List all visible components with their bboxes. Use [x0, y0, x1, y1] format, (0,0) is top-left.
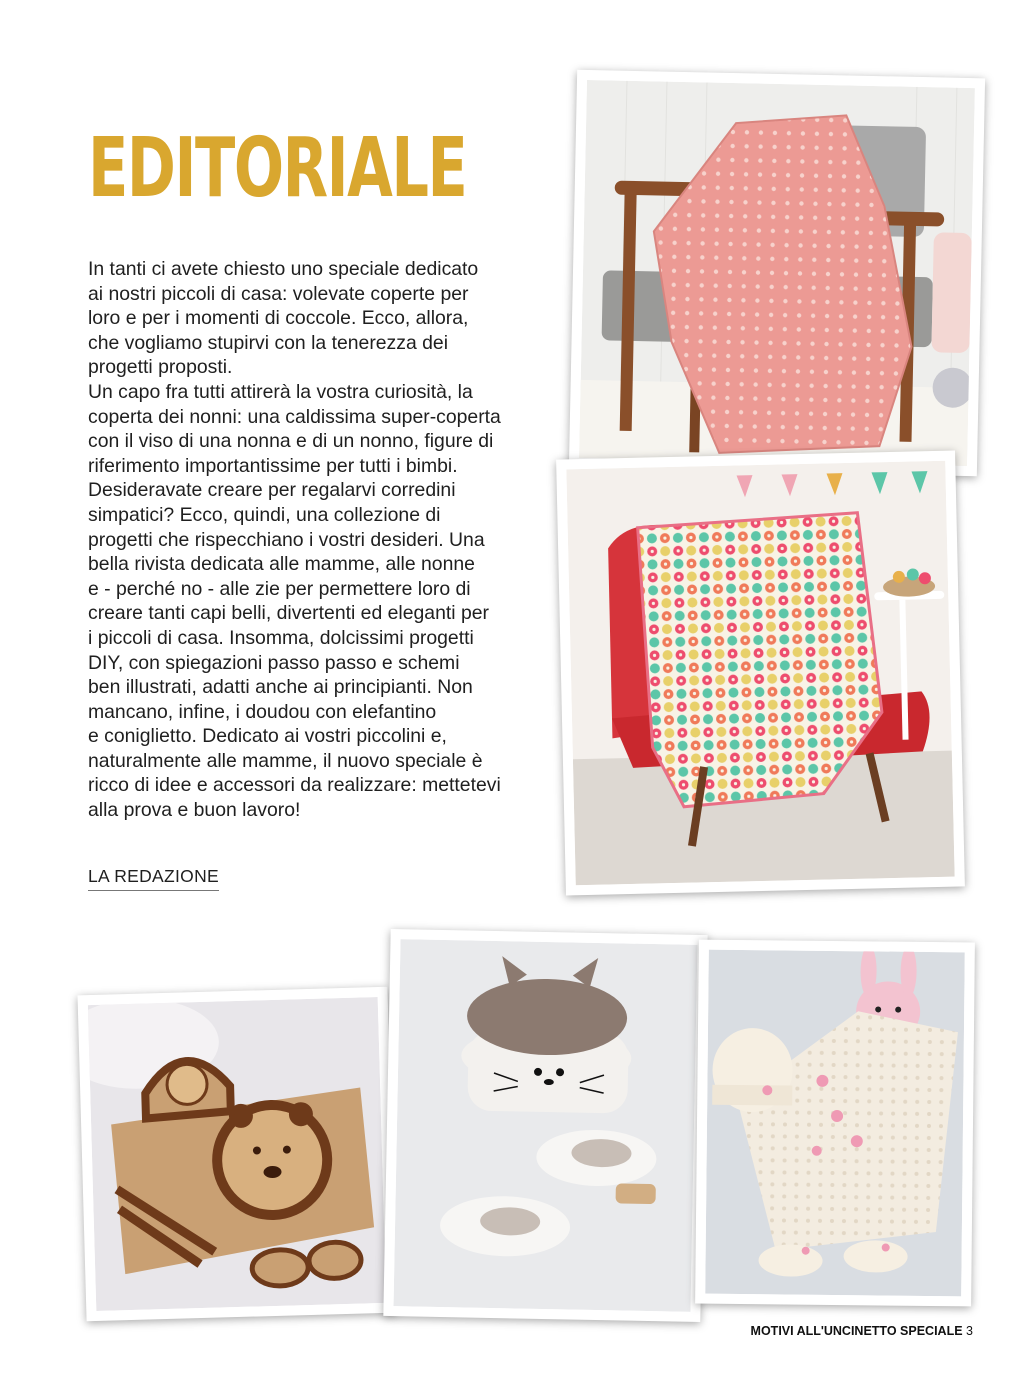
publication-name: MOTIVI ALL'UNCINETTO SPECIALE [750, 1324, 963, 1338]
photo-bear-baby-set [78, 987, 397, 1322]
body-line: coperta dei nonni: una caldissima super-coperta [88, 405, 501, 428]
pink-blanket-illustration [579, 80, 975, 466]
photo-hexagon-blanket-red-chair [556, 451, 965, 896]
body-line: ben illustrati, adatti anche ai principianti. Non [88, 676, 473, 699]
body-line: che vogliamo stupirvi con la tenerezza dei [88, 331, 448, 354]
signature: LA REDAZIONE [88, 866, 219, 891]
editorial-body [88, 257, 558, 823]
body-line: In tanti ci avete chiesto uno speciale dedicato [88, 258, 479, 280]
body-line: mancano, infine, i doudou con elefantino [88, 700, 437, 723]
body-line: loro e per i momenti di coccole. Ecco, allora, [88, 307, 469, 330]
photo-cream-lace-set-bunny [695, 940, 975, 1307]
body-line: progetti proposti. [88, 356, 233, 379]
page-title: EDITORIALE [88, 121, 467, 216]
body-line: Un capo fra tutti attirerà la vostra curiosità, la [88, 380, 473, 403]
page-footer [751, 1324, 973, 1338]
body-line: i piccoli di casa. Insomma, dolcissimi progetti [88, 626, 474, 649]
body-line: e coniglietto. Dedicato ai vostri piccolini e, [88, 725, 447, 748]
body-line: simpatici? Ecco, quindi, una collezione di [88, 503, 441, 526]
body-line: Desideravate creare per regalarvi corredini [88, 479, 456, 502]
photo-pink-blanket-chair [569, 70, 985, 476]
cat-set-illustration [394, 939, 698, 1312]
body-line: creare tanti capi belli, divertenti ed eleganti per [88, 602, 489, 625]
page-number: 3 [966, 1324, 973, 1338]
body-line: riferimento importantissime per tutti i bimbi. [88, 454, 458, 477]
lace-set-illustration [705, 950, 965, 1297]
body-line: e - perché no - alle zie per permettere loro di [88, 577, 471, 600]
body-line: alla prova e buon lavoro! [88, 799, 301, 822]
bear-set-illustration [88, 997, 386, 1311]
body-line: progetti che rispecchiano i vostri desideri. Una [88, 528, 485, 551]
body-line: DIY, con spiegazioni passo passo e schemi [88, 651, 460, 674]
hexagon-blanket-illustration [566, 461, 954, 885]
body-line: ricco di idee e accessori da realizzare: mettetevi [88, 774, 501, 797]
body-line: con il viso di una nonna e di un nonno, figure di [88, 430, 494, 453]
body-line: ai nostri piccoli di casa: volevate coperte per [88, 282, 469, 305]
body-line: naturalmente alle mamme, il nuovo speciale è [88, 749, 483, 772]
body-line: bella rivista dedicata alle mamme, alle nonne [88, 553, 475, 576]
photo-cat-hat-slippers [383, 929, 707, 1322]
